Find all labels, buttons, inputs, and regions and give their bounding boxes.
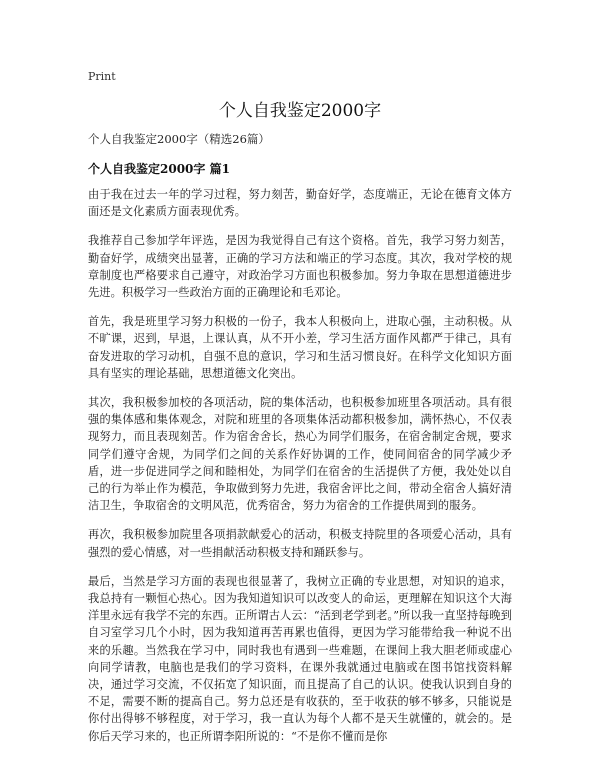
paragraph-5: 再次，我积极参加院里各项捐款献爱心的活动，积极支持院里的各项爱心活动，具有强烈的爱心情感，对一些捐献活动积极支持和踊跃参与。 (88, 528, 512, 559)
document-body (88, 186, 512, 757)
paragraph-1: 由于我在过去一年的学习过程，努力刻苦，勤奋好学，态度端正，无论在德育文体方面还是文化素质方面表现优秀。 (88, 188, 512, 219)
paragraph-2: 我推荐自己参加学年评选，是因为我觉得自己有这个资格。首先，我学习努力刻苦，勤奋好学，成绩突出显著，正确的学习方法和端正的学习态度。其次，我对学校的规章制度也严格要求自己遵守，对政治学习方面也积极参加。努力争取在思想道德进步先进。积极学习一些政治方面的正确理论和毛邓论。 (88, 234, 512, 300)
section-heading: 个人自我鉴定2000字 篇1 (88, 162, 230, 176)
paragraph-6: 最后，当然是学习方面的表现也很显著了，我树立正确的专业思想，对知识的追求，我总持有一颗恒心热心。因为我知道知识可以改变人的命运，更理解在知识这个大海洋里永远有我学不完的东西。正所谓古人云：“活到老学到老。”所以我一直坚持每晚到自习室学习几个小时，因为我知道再苦再累也值得，更因为学习能带给我一种说不出来的乐趣。当然我在学习中，同时我也有遇到一些难题，在课间上我大胆老师或虚心向同学请教，电脑也是我们的学习资料，在课外我就通过电脑或在图书馆找资料解决，通过学习交流，不仅拓宽了知识面，而且提高了自己的认识。使我认识到自身的不足，需要不断的提高自己。努力总还是有收获的，至于收获的够不够多，只能说是你付出得够不够程度，对于学习，我一直认为每个人都不是天生就懂的，就会的。是你后天学习来的，也正所谓李阳所说的：“不是你不懂而是你 (88, 574, 512, 743)
paragraph-3: 首先，我是班里学习努力积极的一份子，我本人积极向上，进取心强，主动积极。从不旷课，迟到，早退，上课认真，从不开小差，学习生活方面作风都严于律己，具有奋发进取的学习动机，自强不息的意识，学习和生活习惯良好。在科学文化知识方面具有坚实的理论基础，思想道德文化突出。 (88, 315, 512, 380)
document-subtitle: 个人自我鉴定2000字（精选26篇） (88, 132, 270, 146)
paragraph-4: 其次，我积极参加校的各项活动，院的集体活动，也积极参加班里各项活动。具有很强的集体感和集体观念，对院和班里的各项集体活动都积极参加，满怀热心，不仅表现努力，而且表现刻苦。作为宿舍舍长，热心为同学们服务，在宿舍制定舍规，要求同学们遵守舍规，为同学们之间的关系作好协调的工作，使同间宿舍的同学减少矛盾，进一步促进同学之间和睦相处，为同学们在宿舍的生活提供了方便，我处处以自己的行为举止作为模范，争取做到努力先进，我宿舍评比之间，带动全宿舍人搞好清洁卫生，争取宿舍的文明风范，优秀宿舍，努力为宿舍的工作提供周到的服务。 (88, 396, 512, 513)
print-label[interactable]: Print (88, 70, 116, 83)
page-title: 个人自我鉴定2000字 (218, 101, 382, 121)
